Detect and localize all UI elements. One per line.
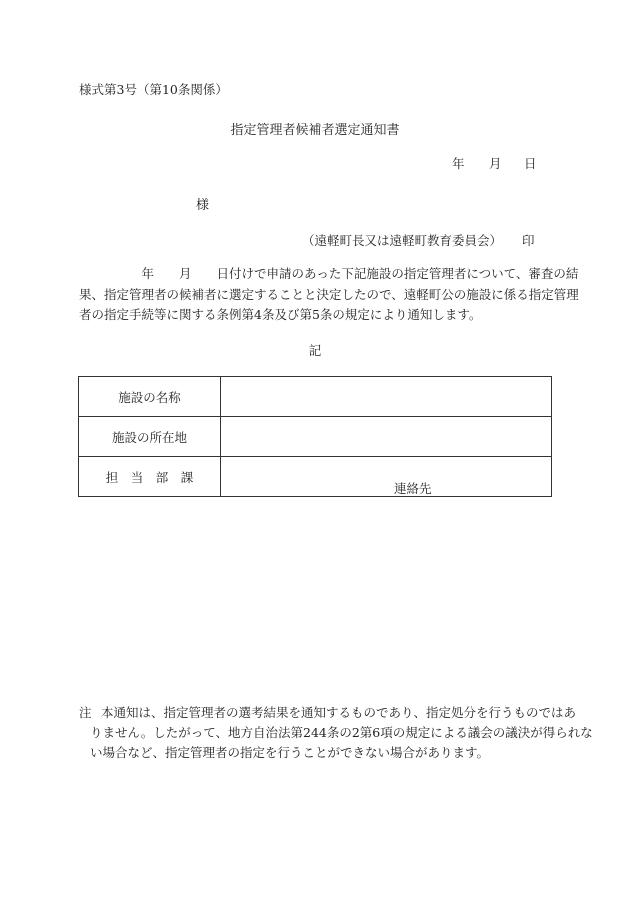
date-day: 日: [524, 156, 537, 171]
table-row: [79, 457, 552, 497]
ki-heading: 記: [308, 343, 322, 358]
table-row: [79, 417, 552, 457]
note-line: い場合など、指定管理者の指定を行うことができない場合があります。: [90, 745, 490, 760]
facility-info-table: [78, 376, 552, 497]
body-line: 果、指定管理者の候補者に選定することと決定したので、遠軽町公の施設に係る指定管理: [79, 286, 579, 302]
addressee-suffix: 様: [196, 198, 210, 213]
date-year: 年: [452, 156, 465, 171]
body-line: 年 月 日付けで申請のあった下記施設の指定管理者について、審査の結: [79, 266, 579, 281]
facility-location-value: [221, 417, 552, 457]
document-title: 指定管理者候補者選定通知書: [230, 123, 400, 138]
contact-label: 連絡先: [394, 481, 432, 496]
facility-name-value: [221, 377, 552, 417]
department-label: 担 当 部 課: [79, 457, 221, 497]
note-line: [79, 703, 577, 723]
sender: （遠軽町長又は遠軽町教育委員会）: [302, 233, 503, 248]
date-month: 月: [489, 156, 502, 171]
department-value: [221, 457, 552, 497]
seal-mark: 印: [522, 233, 535, 248]
note: [79, 703, 593, 763]
note-text: 本通知は、指定管理者の選考結果を通知するものであり、指定処分を行うものではあ: [101, 705, 577, 720]
table-row: [79, 377, 552, 417]
facility-name-label: 施設の名称: [79, 377, 221, 417]
note-line: りません。したがって、地方自治法第244条の2第6項の規定による議会の議決が得られな: [90, 725, 593, 740]
body-line: 者の指定手続等に関する条例第4条及び第5条の規定により通知します。: [79, 307, 482, 322]
body-text: [79, 264, 579, 326]
note-prefix: 注: [79, 705, 92, 720]
form-id: 様式第3号（第10条関係）: [79, 82, 228, 97]
facility-location-label: 施設の所在地: [79, 417, 221, 457]
